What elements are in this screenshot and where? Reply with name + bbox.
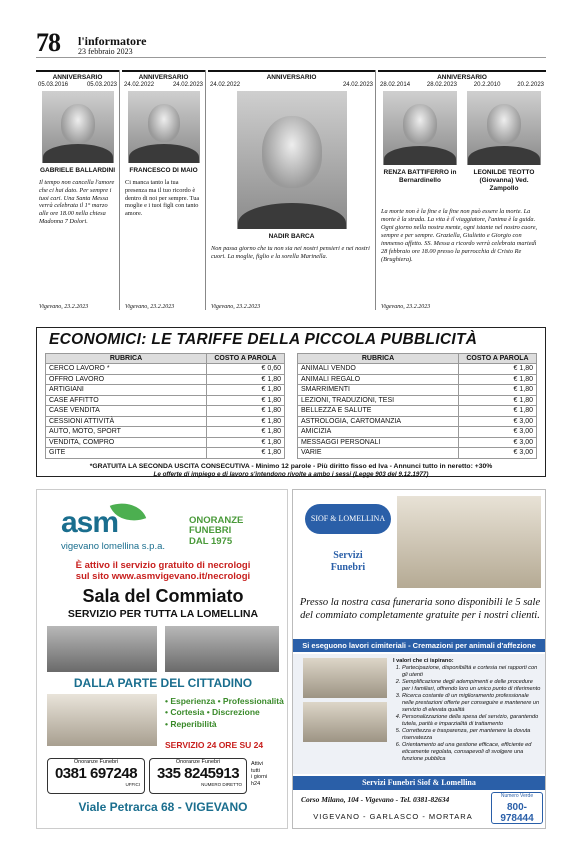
classifieds-title: ECONOMICI: LE TARIFFE DELLA PICCOLA PUBBLICITÀ (49, 331, 478, 348)
obituaries-section (36, 70, 546, 320)
cost-cell: € 1,80 (207, 437, 285, 448)
obituary-ballardini (36, 70, 120, 310)
anniversary-label: ANNIVERSARIO (122, 70, 205, 81)
signature: Vigevano, 23.2.2023 (211, 304, 261, 310)
cost-cell: € 1,80 (207, 406, 285, 417)
column-header: COSTO A PAROLA (459, 354, 537, 364)
service-area: SERVIZIO PER TUTTA LA LOMELLINA (67, 608, 259, 620)
building-photo (165, 626, 279, 672)
rates-table-left (45, 353, 285, 459)
cost-cell: € 1,80 (459, 395, 537, 406)
necrologi-notice: È attivo il servizio gratuito di necrologi sul sito www.asmvigevano.it/necrologi (75, 560, 251, 583)
page-number: 78 (36, 28, 60, 57)
portrait-photo (128, 91, 200, 163)
values-list: I valori che ci ispirano: 1. Partecipazione, disponibilità e cortesia nei rapporti con gli utenti 2. Semplificazione degli adempimenti e delle procedure per i familiari, offrendo loro un unico punto di riferimento 3. Ricerca costante di un miglioramento professionale nelle prestazioni offerte per conseguire e mantenere un servizio di elevata qualità 4. Personalizzazione della spesa del servizio, garantendo tutela, parità e imparzialità di trattamento 5. Correttezza e trasparenza, per mantenere la dovuta riservatezza 6. Orientamento ad una gestione efficace, efficiente ed eticamente regolata, consapevoli di svolgere una funzione pubblica (393, 658, 541, 763)
date-3: 20.2.2010 (473, 82, 501, 88)
siof-name-band: Servizi Funebri Siof & Lomellina (293, 776, 545, 790)
asm-sublogo: vigevano lomellina s.p.a. (61, 541, 166, 552)
table-row (298, 427, 537, 438)
table-row (298, 395, 537, 406)
cost-cell: € 1,80 (207, 395, 285, 406)
rubrica-cell: ANIMALI VENDO (298, 364, 459, 375)
rubrica-cell: VARIE (298, 448, 459, 459)
cost-cell: € 3,00 (459, 427, 537, 438)
table-row (46, 416, 285, 427)
obituary-text: Non passa giorno che tu non sia nei nostri pensieri e nei nostri cuori. La moglie, figlio e la sorella Marinella. (211, 244, 370, 260)
table-row (298, 374, 537, 385)
services-band: Si eseguono lavori cimiteriali - Cremazioni per animali d'affezione (293, 639, 545, 652)
date-to: 24.02.2023 (342, 82, 373, 88)
date-from: 24.02.2022 (210, 82, 241, 88)
cost-cell: € 1,80 (207, 385, 285, 396)
rubrica-cell: CESSIONI ATTIVITÀ (46, 416, 207, 427)
table-row (46, 385, 285, 396)
cost-cell: € 3,00 (459, 416, 537, 427)
rubrica-cell: GITE (46, 448, 207, 459)
date-to: 05.03.2023 (86, 82, 117, 88)
portrait-photo (383, 91, 457, 165)
rubrica-cell: AMICIZIA (298, 427, 459, 438)
cost-cell: € 1,80 (207, 448, 285, 459)
numero-verde[interactable]: Numero Verde 800-978444 (491, 792, 543, 824)
cost-cell: € 1,80 (459, 374, 537, 385)
rates-note: *GRATUITA LA SECONDA USCITA CONSECUTIVA - Minimo 12 parole - Più diritto fisso ed Iva - Annunci tutto in neretto: +30% (89, 462, 493, 470)
signature: Vigevano, 23.2.2023 (39, 304, 89, 310)
rubrica-cell: VENDITA, COMPRO (46, 437, 207, 448)
date-from: 05.03.2016 (38, 82, 69, 88)
anniversary-label: ANNIVERSARIO (208, 70, 375, 81)
table-row (46, 448, 285, 459)
onoranze-funebri-label: ONORANZE FUNEBRI DAL 1975 (189, 515, 244, 547)
deceased-name: RENZA BATTIFERRO in Bernardinello (383, 169, 457, 184)
asm-logo: asm (61, 506, 119, 539)
date-from: 24.02.2022 (124, 82, 155, 88)
deceased-name: LEONILDE TEOTTO (Giovanna) Ved. Zampollo (473, 169, 535, 192)
portrait-photo (42, 91, 114, 163)
table-row (298, 364, 537, 375)
room-photo (303, 702, 387, 742)
deceased-name: NADIR BARCA (268, 233, 315, 240)
rubrica-cell: OFFRO LAVORO (46, 374, 207, 385)
servizi-funebri-label: Servizi Funebri (330, 550, 366, 573)
rubrica-cell: ARTIGIANI (46, 385, 207, 396)
service-24h: SERVIZIO 24 ORE SU 24 (165, 740, 264, 750)
phone-direct[interactable]: Onoranze Funebri 335 8245913 NUMERO DIRETTO (149, 758, 247, 794)
cost-cell: € 3,00 (459, 448, 537, 459)
siof-funeral-ad (292, 489, 546, 829)
asm-funeral-ad (36, 489, 288, 829)
rubrica-cell: AUTO, MOTO, SPORT (46, 427, 207, 438)
cost-cell: € 1,80 (207, 427, 285, 438)
date-2: 28.02.2023 (426, 82, 457, 88)
issue-date: 23 febbraio 2023 (78, 47, 133, 56)
rubrica-cell: SMARRIMENTI (298, 385, 459, 396)
date-to: 24.02.2023 (172, 82, 203, 88)
table-row (46, 437, 285, 448)
rates-legal-note: Le offerte di impiego e di lavoro s'intendono rivolte a ambo i sessi (Legge 903 del 9.12.1977) (153, 470, 429, 478)
table-row (298, 416, 537, 427)
rubrica-cell: CASE VENDITA (46, 406, 207, 417)
table-row (46, 364, 285, 375)
rubrica-cell: CASE AFFITTO (46, 395, 207, 406)
deceased-name: GABRIELE BALLARDINI (39, 167, 116, 174)
rubrica-cell: ASTROLOGIA, CARTOMANZIA (298, 416, 459, 427)
table-row (298, 385, 537, 396)
sala-commiato-title: Sala del Commiato (82, 586, 244, 606)
hearse-photo (47, 626, 157, 672)
table-row (298, 448, 537, 459)
classifieds-rates-box (36, 327, 546, 477)
qualities-list: • Esperienza • Professionalità • Cortesia • Discrezione • Reperibilità (165, 696, 284, 729)
date-1: 28.02.2014 (380, 82, 411, 88)
table-row (46, 395, 285, 406)
table-row (298, 437, 537, 448)
signature: Vigevano, 23.2.2023 (381, 304, 431, 310)
cost-cell: € 1,80 (459, 385, 537, 396)
cost-cell: € 0,60 (207, 364, 285, 375)
anniversary-label: ANNIVERSARIO (378, 70, 546, 81)
publication-name: l'informatore (78, 34, 147, 48)
obituary-barca (208, 70, 376, 310)
siof-address: Corso Milano, 104 - Vigevano - Tel. 0381-82634 (301, 795, 450, 804)
signature: Vigevano, 23.2.2023 (125, 304, 175, 310)
siof-emblem: SIOF & LOMELLINA (305, 504, 391, 534)
deceased-name: FRANCESCO DI MAIO (129, 167, 198, 174)
table-row (298, 406, 537, 417)
availability-note: Attivi tutti i giorni h24 (251, 761, 268, 787)
anniversary-label: ANNIVERSARIO (36, 70, 119, 81)
obituary-text: Il tempo non cancella l'amore che ci hai dato. Per sempre i tuoi cari. Una Santa Messa verrà celebrata il 1° marzo alle ore 18.00 nella chiesa Madonna 7 Dolori. (39, 178, 115, 226)
table-row (46, 406, 285, 417)
table-row (46, 427, 285, 438)
rubrica-cell: MESSAGGI PERSONALI (298, 437, 459, 448)
asm-address: Viale Petrarca 68 - VIGEVANO (78, 800, 248, 814)
sale-commiato-notice: Presso la nostra casa funeraria sono disponibili le 5 sale del commiato completamente gratuite per i nostri clienti. (299, 597, 541, 622)
column-header: RUBRICA (298, 354, 459, 364)
cost-cell: € 1,80 (459, 406, 537, 417)
column-header: COSTO A PAROLA (207, 354, 285, 364)
obituary-battiferro-teotto (378, 70, 546, 310)
phone-offices[interactable]: Onoranze Funebri 0381 697248 UFFICI (47, 758, 145, 794)
obituary-di-maio (122, 70, 206, 310)
room-photo (303, 658, 387, 698)
rubrica-cell: BELLEZZA E SALUTE (298, 406, 459, 417)
obituary-text: Ci manca tanto la tua presenza ma il tuo ricordo è dentro di noi per sempre. Tua moglie e i tuoi figli con tanto amore. (125, 178, 200, 218)
rubrica-cell: ANIMALI REGALO (298, 374, 459, 385)
chapel-photo (47, 694, 157, 746)
funeral-home-photo (397, 496, 541, 588)
portrait-photo (467, 91, 541, 165)
cost-cell: € 1,80 (207, 374, 285, 385)
column-header: RUBRICA (46, 354, 207, 364)
table-row (46, 374, 285, 385)
rubrica-cell: LEZIONI, TRADUZIONI, TESI (298, 395, 459, 406)
page-header (36, 28, 546, 58)
obituary-text: La morte non è la fine e la fine non può essere la morte. La morte è la strada. La vita è il viaggiatore, l'anima è la guida. Ogni giorno nella nostra mente, ogni istante nel nostro cuore, sempre e per sempre. Graziella, Giulietto e Giorgio con immenso affetto. SS. Messa a ricordo verrà celebrata martedì 28 febbraio ore 18.00 presso la parrocchia di Cristo Re (Brughiera). (381, 208, 538, 263)
cost-cell: € 1,80 (459, 364, 537, 375)
rubrica-cell: CERCO LAVORO * (46, 364, 207, 375)
portrait-photo (237, 91, 347, 229)
cost-cell: € 1,80 (207, 416, 285, 427)
rates-table-right (297, 353, 537, 459)
siof-towns: VIGEVANO - GARLASCO - MORTARA (313, 812, 473, 821)
cost-cell: € 3,00 (459, 437, 537, 448)
date-4: 20.2.2023 (517, 82, 544, 88)
citizen-slogan: DALLA PARTE DEL CITTADINO (73, 676, 253, 690)
